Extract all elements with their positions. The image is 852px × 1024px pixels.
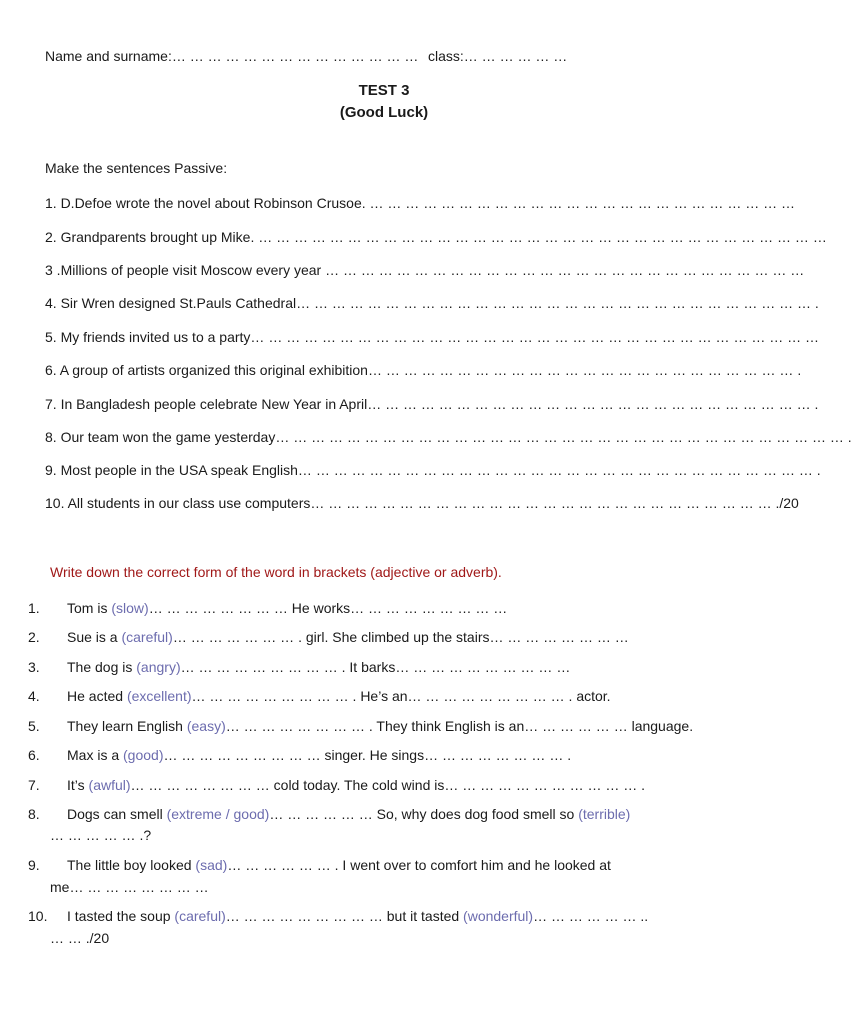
item-number: 7. — [28, 777, 40, 793]
list-item: They learn English (easy)… … … … … … … … . They think English is an… … … … … … language. — [67, 718, 694, 734]
list-item: Tom is (slow)… … … … … … … … He works… … … … … … … … … — [67, 600, 508, 616]
word-hint: (easy) — [186, 718, 226, 734]
word-hint: (wonderful) — [463, 908, 534, 924]
list-item: Dogs can smell (extreme / good)… … … … … … So, why does dog food smell so (terrible) — [67, 806, 631, 822]
list-item: I tasted the soup (careful)… … … … … … … … … but it tasted (wonderful)… … … … … … .. — [67, 908, 649, 924]
word-hint: (extreme / good) — [166, 806, 270, 822]
item-number: 5. — [28, 718, 40, 734]
passive-item: 2. Grandparents brought up Mike. … … … … … … … … … … … … … … … … … … … … … … … … … … … … … … … … — [45, 229, 827, 245]
list-item-continuation: … … … … … .? — [50, 827, 152, 843]
passive-item: 7. In Bangladesh people celebrate New Year in April… … … … … … … … … … … … … … … … … … … … … … … … … . — [45, 396, 819, 412]
list-item: The little boy looked (sad)… … … … … … . I went over to comfort him and he looked at — [67, 857, 611, 873]
class-field: class:… … … … … … — [428, 48, 568, 64]
item-number: 2. — [28, 629, 40, 645]
passive-item: 6. A group of artists organized this original exhibition… … … … … … … … … … … … … … … … … … … … … … … … . — [45, 362, 802, 378]
item-number: 6. — [28, 747, 40, 763]
item-number: 1. — [28, 600, 40, 616]
word-hint: (awful) — [88, 777, 131, 793]
passive-item: 3 .Millions of people visit Moscow every year … … … … … … … … … … … … … … … … … … … … … … … … … … … — [45, 262, 805, 278]
item-number: 9. — [28, 857, 40, 873]
word-hint: (slow) — [111, 600, 149, 616]
section2-instruction: Write down the correct form of the word in brackets (adjective or adverb). — [50, 564, 502, 580]
name-surname-field: Name and surname:… … … … … … … … … … … … … … — [45, 48, 419, 64]
word-hint: (angry) — [136, 659, 181, 675]
word-hint: (careful) — [121, 629, 173, 645]
test-title: TEST 3 — [358, 82, 410, 99]
passive-item: 9. Most people in the USA speak English… … … … … … … … … … … … … … … … … … … … … … … … … … … … … . — [45, 462, 821, 478]
passive-item: 8. Our team won the game yesterday… … … … … … … … … … … … … … … … … … … … … … … … … … … … … … … … . — [45, 429, 852, 445]
passive-item: 4. Sir Wren designed St.Pauls Cathedral… … … … … … … … … … … … … … … … … … … … … … … … … … … … … . — [45, 295, 819, 311]
list-item-continuation: … … ./20 — [50, 930, 110, 946]
passive-item: 1. D.Defoe wrote the novel about Robinson Crusoe. … … … … … … … … … … … … … … … … … … … … … … … … — [45, 195, 795, 211]
section1-instruction: Make the sentences Passive: — [45, 160, 228, 176]
passive-item: 10. All students in our class use computers… … … … … … … … … … … … … … … … … … … … … … … … … … ./20 — [45, 495, 799, 511]
item-number: 3. — [28, 659, 40, 675]
item-number: 10. — [28, 908, 48, 924]
list-item: The dog is (angry)… … … … … … … … … . It barks… … … … … … … … … … — [67, 659, 571, 675]
item-number: 8. — [28, 806, 40, 822]
word-hint: (excellent) — [126, 688, 192, 704]
list-item-continuation: me… … … … … … … … — [50, 879, 209, 895]
list-item: It’s (awful)… … … … … … … … cold today. The cold wind is… … … … … … … … … … … . — [67, 777, 646, 793]
word-hint: (sad) — [195, 857, 228, 873]
word-hint: (good) — [123, 747, 164, 763]
list-item: He acted (excellent)… … … … … … … … … . He’s an… … … … … … … … … . actor. — [67, 688, 611, 704]
item-number: 4. — [28, 688, 40, 704]
test-subtitle: (Good Luck) — [339, 104, 429, 121]
word-hint: (terrible) — [578, 806, 631, 822]
list-item: Sue is a (careful)… … … … … … … . girl. She climbed up the stairs… … … … … … … … — [67, 629, 629, 645]
passive-item: 5. My friends invited us to a party… … … … … … … … … … … … … … … … … … … … … … … … … … … … … … … … — [45, 329, 820, 345]
word-hint: (careful) — [174, 908, 226, 924]
list-item: Max is a (good)… … … … … … … … … singer. He sings… … … … … … … … . — [67, 747, 572, 763]
